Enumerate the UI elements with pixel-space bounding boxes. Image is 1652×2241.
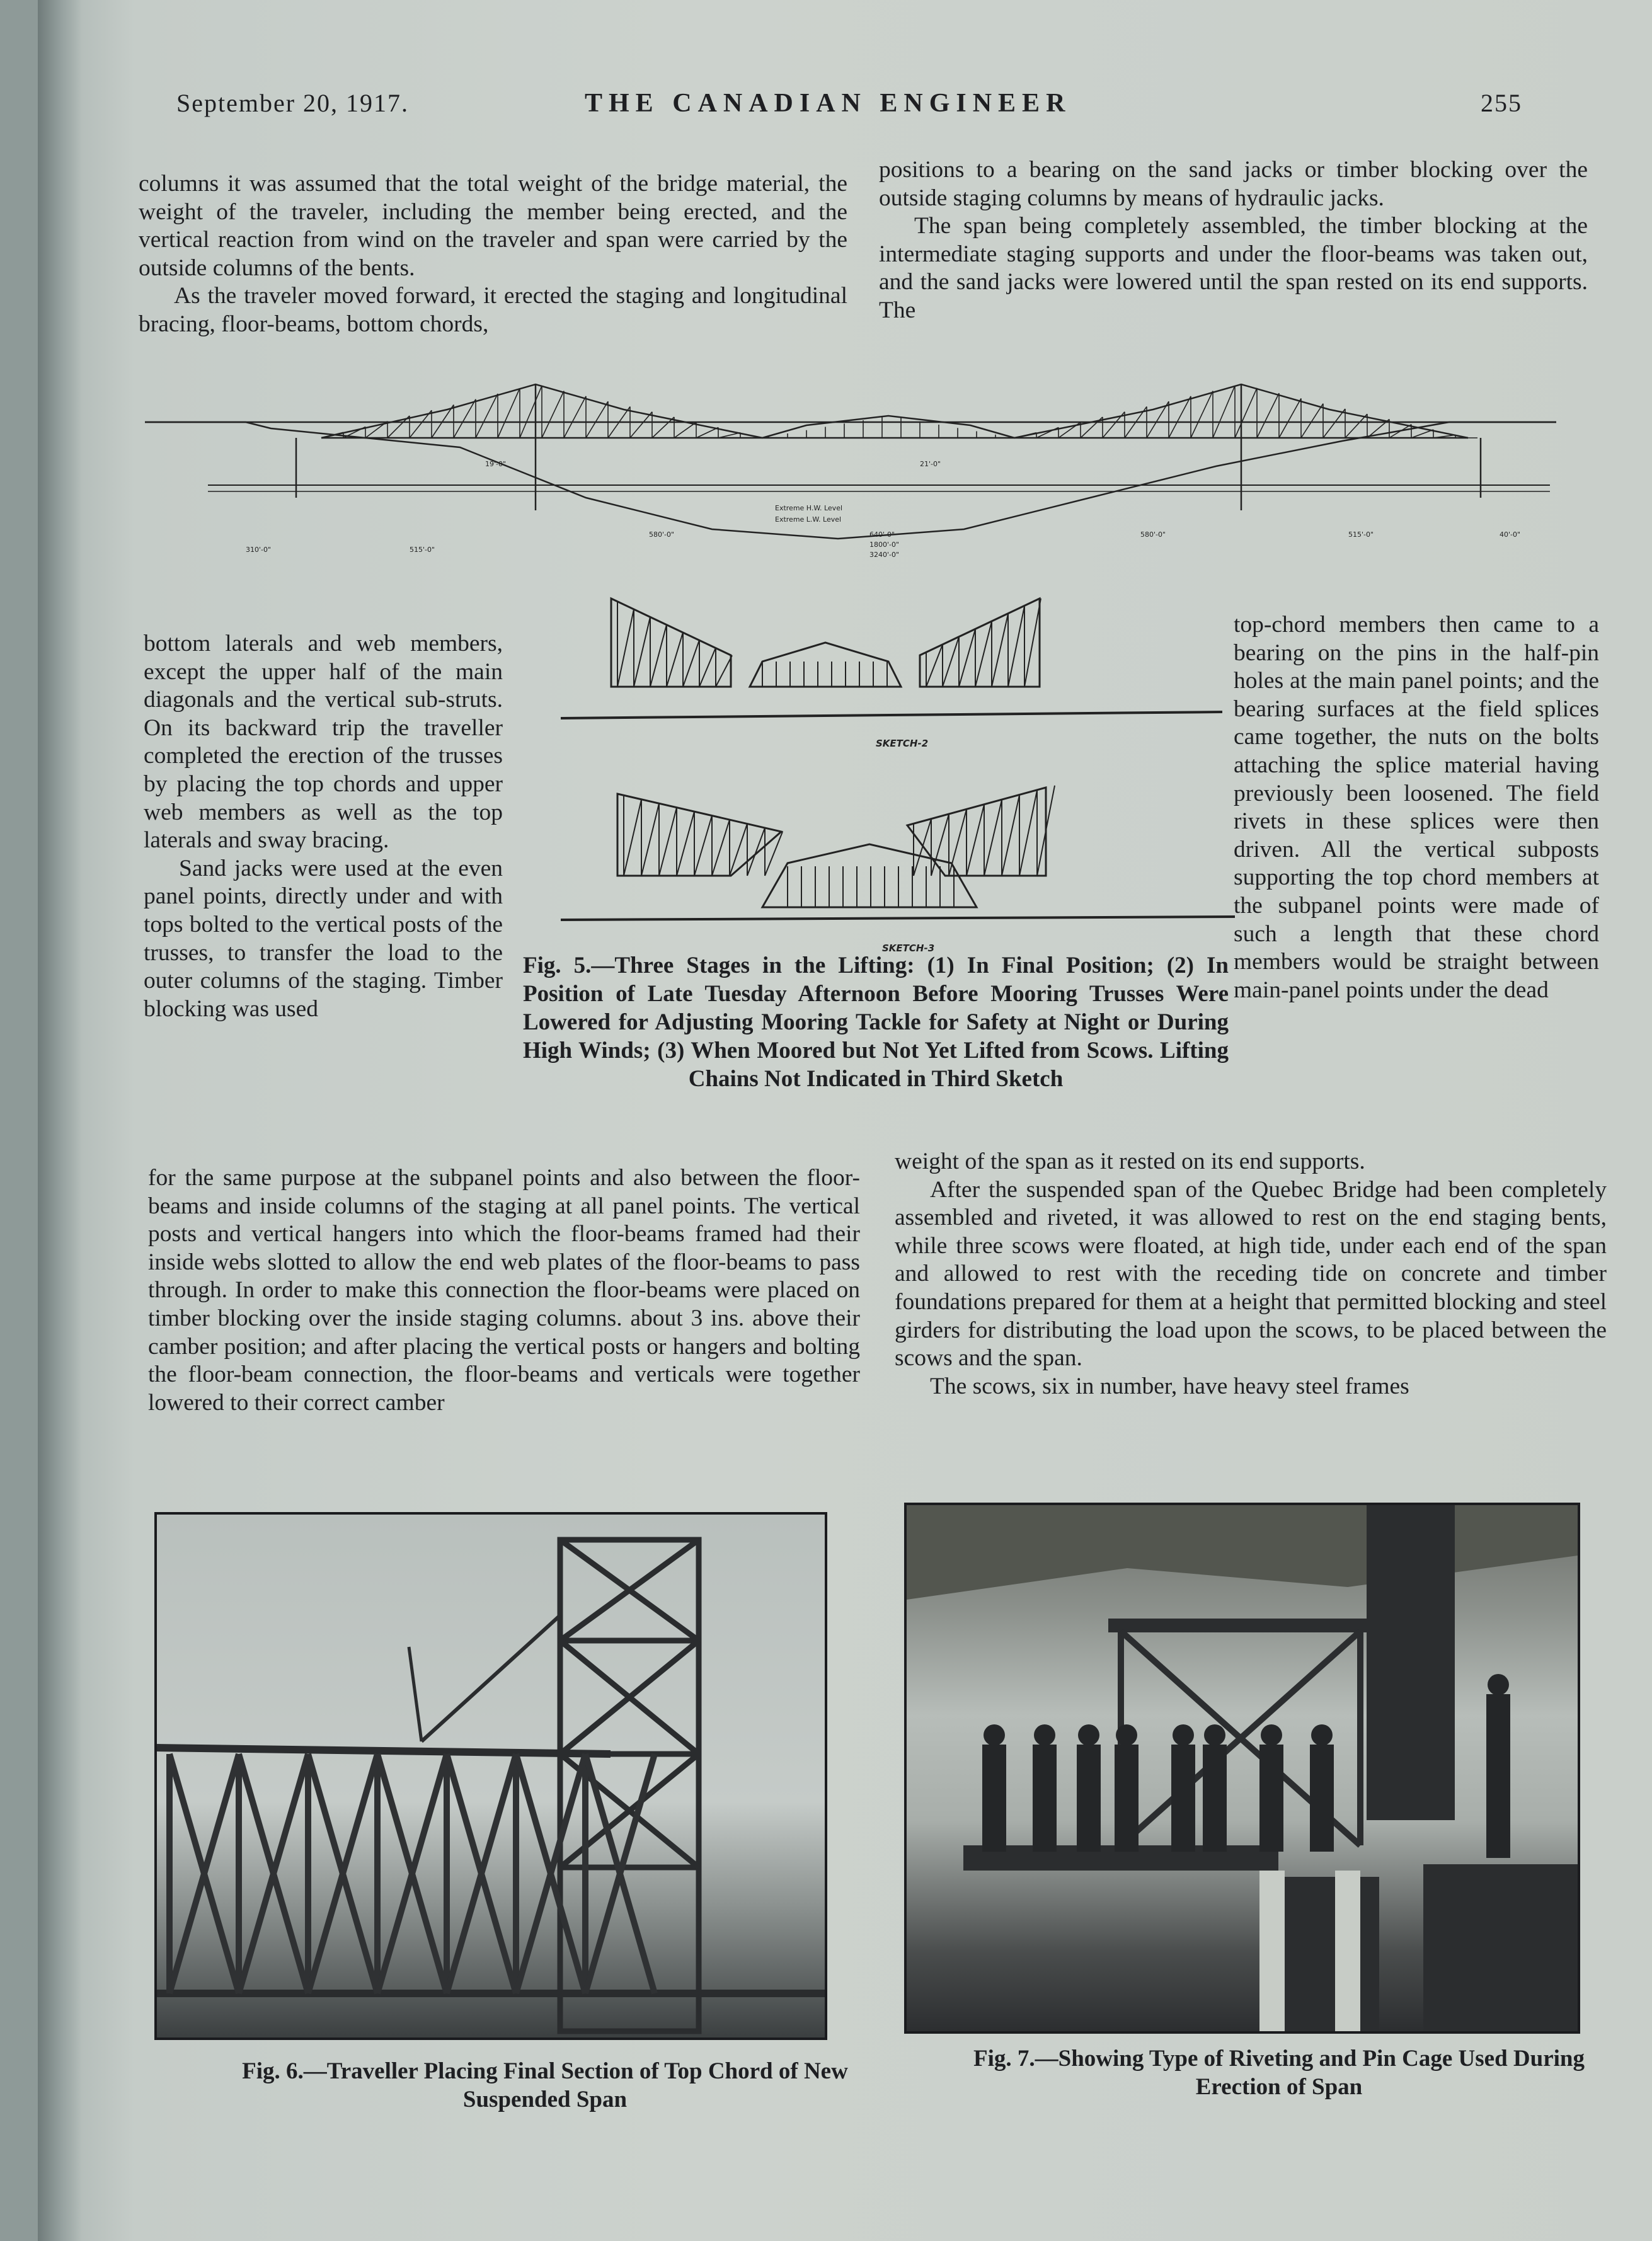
top-right-column [879,156,1588,325]
paragraph: columns it was assumed that the total weight of the bridge material, the weight of the traveler, including the member being erected, and the vertical reaction from wind on the traveler and span were carried by the outside columns of the bents. [139,171,847,281]
dimension-label: 40'-0" [1500,530,1521,539]
middle-right-column [1234,611,1599,1004]
lifting-sketch-2 [523,586,1254,750]
dimension-label: 310'-0" [246,546,272,554]
page [38,0,1652,2241]
book-spine-shadow [38,0,82,2241]
paragraph: Sand jacks were used at the even panel points, directly under and with tops bolted to the vertical posts of the trusses, to transfer the load to the outer columns of the staging. Timber blocking was used [144,855,503,1022]
top-left-column [139,170,847,339]
fig6-photo [154,1512,827,2040]
dimension-label: 1800'-0" [869,541,900,549]
dimension-label: 21'-0" [920,460,941,468]
paragraph: positions to a bearing on the sand jacks or timber blocking over the outside staging columns by means of hydraulic jacks. [879,157,1588,211]
paragraph: weight of the span as it rested on its end supports. [895,1149,1365,1174]
dimension-label: 640'-0" [869,530,895,539]
fig7-caption: Fig. 7.—Showing Type of Riveting and Pin Cage Used During Erection of Span [973,2046,1585,2100]
dimension-label: 515'-0" [410,546,435,554]
sketch-2-label: SKETCH-2 [876,738,929,749]
dimension-label: Extreme L.W. Level [775,515,842,524]
dimension-label: 580'-0" [1140,530,1166,539]
fig7-photo [904,1503,1580,2034]
dimension-label: 3240'-0" [869,551,900,559]
pin-cage-riveting-image [907,1505,1578,2031]
middle-left-column [144,630,503,1023]
paragraph: bottom laterals and web members, except the upper half of the main diagonals and the vertical sub-struts. On its backward trip the traveller completed the erection of the trusses by placing the top chords and upper web members as well as the top laterals and sway bracing. [144,631,503,854]
fig6-caption: Fig. 6.—Traveller Placing Final Section of Top Chord of New Suspended Span [242,2058,848,2112]
paragraph: The scows, six in number, have heavy steel frames [930,1373,1409,1399]
dimension-label: 19'-0" [485,460,507,468]
fig5-caption: Fig. 5.—Three Stages in the Lifting: (1) In Final Position; (2) In Position of Late Tuesday Afternoon Before Mooring Trusses Were Lowered for Adjusting Mooring Tackle for Safety at Night or During High Winds; (3) When Moored but Not Yet Lifted from Scows. Lifting Chains Not Indicated in Third Sketch [523,953,1229,1092]
bottom-right-column [895,1148,1607,1401]
lifting-sketch-3 [523,775,1254,958]
sketch-3-label: SKETCH-3 [882,943,935,954]
dimension-label: 515'-0" [1348,530,1374,539]
traveller-crane-image [157,1515,825,2038]
paragraph: for the same purpose at the subpanel points and also between the floor-beams and inside columns of the staging at all panel points. The vertical posts and vertical hangers into which the floor-beams framed had their inside webs slotted to allow the end web plates of the floor-beams to pass through. In order to make this connection the floor-beams were placed on timber blocking over the inside staging columns. about 3 ins. above their camber position; and after placing the vertical posts or hangers and bolting the floor-beam connection, the floor-beams and verticals were together lowered to their correct camber [148,1165,860,1416]
header-date: September 20, 1917. [176,89,410,117]
paragraph: The span being completely assembled, the timber blocking at the intermediate staging supports and under the floor-beams was taken out, and the sand jacks were lowered until the span rested on its end supports. The [879,213,1588,323]
dimension-label: Extreme H.W. Level [775,504,843,512]
paragraph: After the suspended span of the Quebec Bridge had been completely assembled and riveted, it was allowed to rest on the end staging bents, while three scows were floated, at high tide, under each end of the span and allowed to rest with the receding tide on concrete and timber foundations prepared for them at a height that permitted blocking and steel girders for distributing the load upon the scows, to be placed between the scows and the span. [895,1176,1607,1372]
paragraph: top-chord members then came to a bearing on the pins in the half-pin holes at the main panel points; and the bearing surfaces at the field splices came together, the nuts on the bolts attaching the splice material having previously been loosened. The field rivets in these splices were then driven. All the vertical subposts supporting the top chord members at the subpanel points were made of such a length that these chord members would be straight between main-panel points under the dead [1234,612,1599,1003]
journal-title: THE CANADIAN ENGINEER [585,89,1072,118]
paragraph: As the traveler moved forward, it erected the staging and longitudinal bracing, floor-beams, bottom chords, [139,283,847,337]
page-number: 255 [1481,89,1522,117]
bottom-left-column [148,1164,860,1417]
dimension-label: 580'-0" [649,530,675,539]
bridge-elevation-drawing [145,372,1556,605]
